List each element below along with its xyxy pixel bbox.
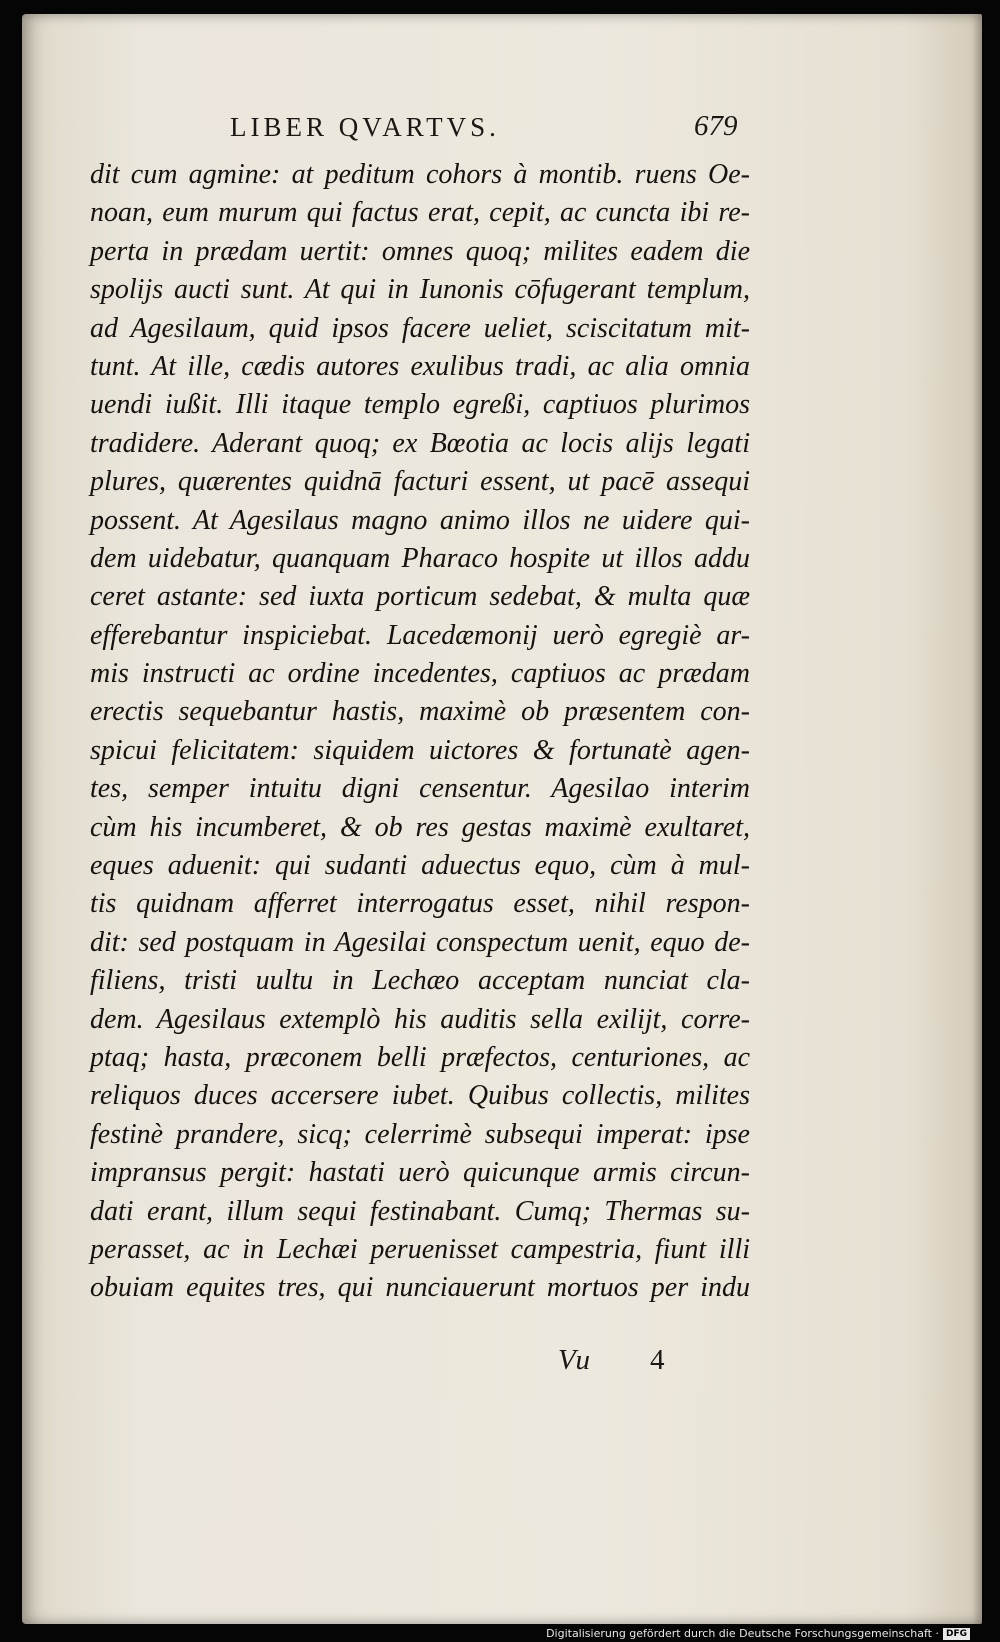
text-line: plures, quærentes quidnā facturi essent, ut pacē assequi — [90, 466, 750, 498]
text-block — [90, 156, 750, 1308]
text-line: tradidere. Aderant quoq; ex Bœotia ac locis alijs legati — [90, 427, 750, 459]
running-title: LIBER QVARTVS. — [230, 112, 500, 142]
page-edge — [972, 14, 982, 1624]
text-line: spolijs aucti sunt. At qui in Iunonis cōfugerant templum, — [90, 274, 750, 306]
text-line: filiens, tristi uultu in Lechæo acceptam nunciat cla- — [90, 965, 750, 997]
text-line: impransus pergit: hastati uerò quicunque armis circun- — [90, 1157, 750, 1189]
page-number: 679 — [694, 110, 738, 142]
text-line: dit cum agmine: at peditum cohors à montib. ruens Oe- — [90, 159, 750, 190]
text-line: eques aduenit: qui sudanti aduectus equo, cùm à mul- — [90, 850, 750, 882]
text-line: dati erant, illum sequi festinabant. Cumq; Thermas su- — [90, 1195, 750, 1227]
signature-mark: Vu — [558, 1344, 593, 1376]
text-line: obuiam equites tres, qui nunciauerunt mortuos per indu — [90, 1272, 750, 1304]
text-line: perasset, ac in Lechæi peruenisset campestria, fiunt illi — [90, 1233, 750, 1265]
text-line: spicui felicitatem: siquidem uictores & fortunatè agen- — [90, 734, 750, 766]
credit-text: Digitalisierung gefördert durch die Deutsche Forschungsgemeinschaft · — [546, 1627, 939, 1640]
text-line: reliquos duces accersere iubet. Quibus collectis, milites — [90, 1080, 750, 1112]
text-line: ceret astante: sed iuxta porticum sedebat, & multa quæ — [90, 581, 750, 613]
text-line: uendi iußit. Illi itaque templo egreßi, captiuos plurimos — [90, 389, 750, 421]
text-line: dem uidebatur, quanquam Pharaco hospite ut illos addu — [90, 542, 750, 574]
text-line: erectis sequebantur hastis, maximè ob præsentem con- — [90, 696, 750, 728]
text-line: dem. Agesilaus extemplò his auditis sella exilijt, corre- — [90, 1003, 750, 1035]
text-line: ad Agesilaum, quid ipsos facere ueliet, sciscitatum mit- — [90, 312, 750, 344]
book-page — [22, 14, 982, 1624]
dfg-logo: DFG — [943, 1628, 970, 1640]
text-line: efferebantur inspiciebat. Lacedæmonij uerò egregiè ar- — [90, 619, 750, 651]
text-line: tis quidnam afferret interrogatus esset, nihil respon- — [90, 888, 750, 920]
digitization-credit — [546, 1627, 970, 1640]
signature-number: 4 — [650, 1344, 665, 1376]
text-line: cùm his incumberet, & ob res gestas maximè exultaret, — [90, 811, 750, 843]
text-line: noan, eum murum qui factus erat, cepit, ac cuncta ibi re- — [90, 197, 750, 229]
text-line: possent. At Agesilaus magno animo illos ne uidere qui- — [90, 504, 750, 536]
text-line: ptaq; hasta, præconem belli præfectos, centuriones, ac — [90, 1041, 750, 1073]
text-line: perta in prædam uertit: omnes quoq; milites eadem die — [90, 235, 750, 267]
text-line: festinè prandere, sicq; celerrimè subsequi imperat: ipse — [90, 1118, 750, 1150]
text-line: tes, semper intuitu digni censentur. Agesilao interim — [90, 773, 750, 805]
text-line: dit: sed postquam in Agesilai conspectum uenit, equo de- — [90, 926, 750, 958]
text-line: mis instructi ac ordine incedentes, captiuos ac prædam — [90, 658, 750, 690]
text-line: tunt. At ille, cædis autores exulibus tradi, ac alia omnia — [90, 350, 750, 382]
